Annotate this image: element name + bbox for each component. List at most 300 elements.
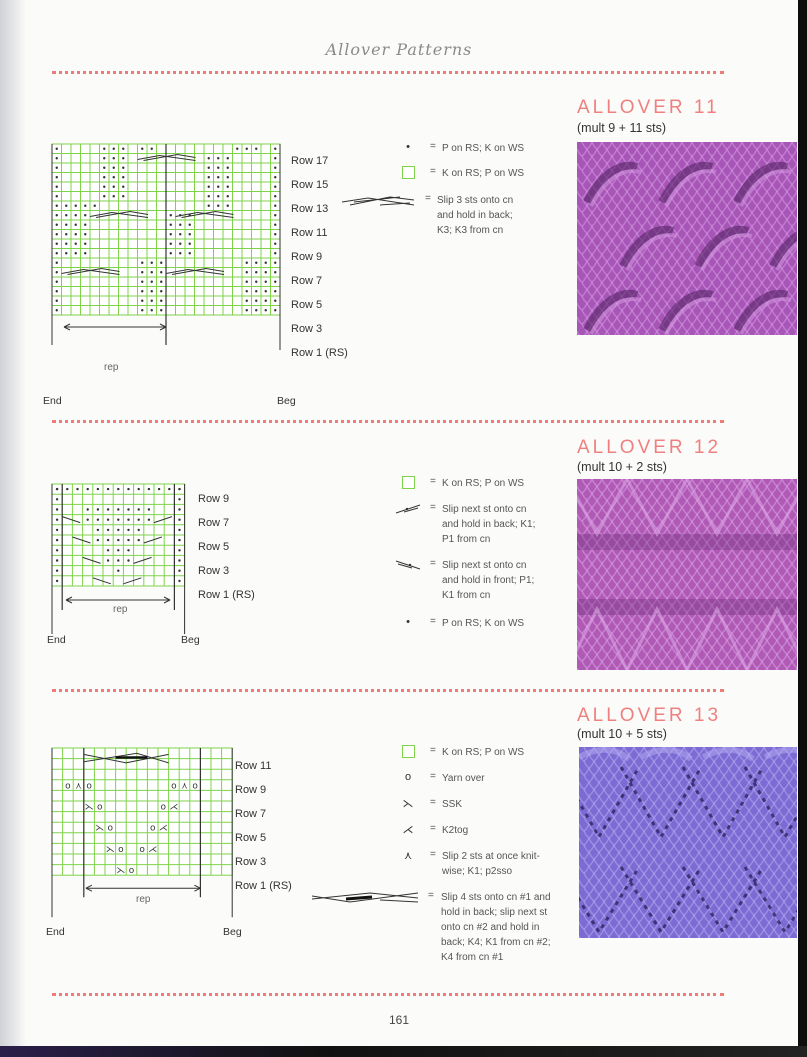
yarn-over-symbol: o (96, 802, 103, 813)
purl-dot (97, 519, 99, 521)
purl-dot (56, 195, 58, 197)
pattern-multiple-allover-12: (mult 10 + 2 sts) (577, 460, 667, 474)
purl-dot (117, 488, 119, 490)
purl-dot (113, 148, 115, 150)
purl-dot (56, 224, 58, 226)
purl-dot (274, 309, 276, 311)
purl-dot (127, 488, 129, 490)
row-label: Row 1 (RS) (235, 880, 292, 892)
yarn-over-symbol: o (171, 781, 177, 792)
purl-dot (160, 281, 162, 283)
pattern-title-allover-13: ALLOVER 13 (577, 705, 722, 726)
purl-dot (56, 176, 58, 178)
purl-dot (56, 271, 58, 273)
purl-dot (127, 519, 129, 521)
purl-dot (265, 309, 267, 311)
purl-dot (227, 195, 229, 197)
legend-text: Slip 4 sts onto cn #1 and hold in back; slip next st onto cn #2 and hold in back; K4; K1 from cn #2; K4 from cn #1 (441, 892, 551, 963)
yarn-over-symbol: o (118, 844, 124, 855)
purl-dot (103, 176, 105, 178)
purl-dot (117, 539, 119, 541)
double-decrease-symbol: ⋏ (75, 781, 82, 792)
yarn-over-symbol: o (149, 823, 156, 834)
beg-label: Beg (277, 395, 296, 407)
purl-dot (189, 233, 191, 235)
purl-dot (127, 549, 129, 551)
purl-dot (56, 488, 58, 490)
legend-text: Slip 2 sts at once knit- wise; K1; p2sso (442, 851, 540, 877)
purl-band-texture (577, 534, 797, 550)
purl-dot (274, 252, 276, 254)
pattern-title-allover-12: ALLOVER 12 (577, 437, 722, 458)
purl-dot (178, 559, 180, 561)
purl-dot (170, 252, 172, 254)
purl-dot (178, 488, 180, 490)
purl-dot (255, 290, 257, 292)
row-label: Row 1 (RS) (198, 589, 255, 601)
purl-dot (178, 539, 180, 541)
yarn-over-symbol: o (128, 866, 135, 877)
section-divider-1 (52, 420, 724, 423)
purl-dot (56, 148, 58, 150)
purl-dot (274, 281, 276, 283)
purl-dot (160, 309, 162, 311)
yarn-over-symbol: o (192, 781, 198, 792)
row-label: Row 9 (198, 493, 230, 505)
pattern-multiple-allover-11: (mult 9 + 11 sts) (577, 121, 667, 135)
purl-dot (274, 300, 276, 302)
purl-dot (246, 271, 248, 273)
purl-dot (75, 224, 77, 226)
green-square-icon (390, 476, 426, 490)
yarn-over-icon: o (404, 771, 412, 783)
purl-dot (160, 290, 162, 292)
purl-dot (274, 205, 276, 207)
purl-dot (84, 205, 86, 207)
knit-swatch-photo-allover-11 (577, 142, 797, 335)
purl-dot (255, 271, 257, 273)
purl-dot (255, 281, 257, 283)
green-square-icon (390, 745, 426, 759)
pattern-title-allover-11: ALLOVER 11 (577, 97, 720, 118)
purl-dot (56, 529, 58, 531)
purl-dot (168, 488, 170, 490)
purl-dot (117, 549, 119, 551)
purl-dot (255, 148, 257, 150)
legend-text: Slip 3 sts onto cn and hold in back; K3; K3 from cn (437, 195, 514, 236)
row-label: Row 13 (291, 203, 329, 215)
row-label: Row 5 (291, 299, 323, 311)
purl-dot (75, 214, 77, 216)
purl-dot (178, 570, 180, 572)
purl-dot (138, 529, 140, 531)
green-square-icon (390, 166, 426, 180)
legend-item: = K on RS; P on WS (390, 166, 560, 182)
purl-dot (75, 243, 77, 245)
end-label: End (47, 634, 66, 646)
page-header-title: Allover Patterns (325, 40, 473, 59)
purl-dot (84, 243, 86, 245)
purl-dot (113, 157, 115, 159)
purl-dot (65, 214, 67, 216)
purl-dot (56, 167, 58, 169)
purl-dot (265, 300, 267, 302)
purl-dot (56, 549, 58, 551)
legend-text: K on RS; P on WS (442, 478, 525, 489)
purl-dot (56, 570, 58, 572)
purl-dot (178, 549, 180, 551)
purl-dot (103, 167, 105, 169)
legend-item: o = Yarn over (390, 771, 560, 787)
purl-dot (87, 519, 89, 521)
purl-dot (113, 176, 115, 178)
purl-dot (65, 252, 67, 254)
row-label: Row 7 (235, 808, 267, 820)
row-label: Row 7 (198, 517, 230, 529)
purl-dot (265, 281, 267, 283)
ssk-symbol: ⋋ (105, 844, 115, 855)
purl-dot (84, 252, 86, 254)
row-label: Row 9 (291, 251, 323, 263)
purl-dot (246, 309, 248, 311)
purl-dot (246, 148, 248, 150)
purl-dot (189, 243, 191, 245)
purl-dot (274, 176, 276, 178)
k2tog-icon: ⋌ (402, 824, 414, 836)
purl-dot (148, 508, 150, 510)
legend-text: P on RS; K on WS (442, 618, 525, 629)
purl-dot (217, 205, 219, 207)
row-label: Row 3 (235, 856, 267, 868)
purl-dot (138, 508, 140, 510)
legend-text: K on RS; P on WS (442, 747, 525, 758)
ssk-symbol: ⋋ (116, 866, 126, 877)
purl-dot (56, 559, 58, 561)
dot-symbol-icon: • (406, 616, 410, 628)
purl-dot (122, 148, 124, 150)
k2tog-symbol: ⋌ (158, 823, 168, 834)
purl-dot (208, 157, 210, 159)
purl-dot (160, 271, 162, 273)
row-label: Row 3 (198, 565, 230, 577)
purl-dot (227, 157, 229, 159)
pattern-multiple-allover-13: (mult 10 + 5 sts) (577, 727, 667, 741)
purl-dot (84, 214, 86, 216)
purl-dot (113, 195, 115, 197)
purl-dot (107, 539, 109, 541)
purl-dot (255, 309, 257, 311)
legend-text: K on RS; P on WS (442, 168, 525, 179)
purl-dot (274, 157, 276, 159)
left-twist-icon (390, 558, 426, 572)
purl-dot (148, 519, 150, 521)
legend-item: = Slip 4 sts onto cn #1 and hold in back; slip next st onto cn #2 and hold in back; K4; K1 from cn #2; K4 from cn #1 (310, 890, 570, 970)
purl-dot (138, 488, 140, 490)
purl-dot (122, 186, 124, 188)
yarn-over-symbol: o (139, 844, 145, 855)
purl-dot (246, 300, 248, 302)
purl-dot (87, 488, 89, 490)
purl-dot (141, 290, 143, 292)
legend-item: ⋋ = SSK (390, 797, 560, 813)
purl-dot (274, 243, 276, 245)
purl-dot (122, 167, 124, 169)
row-label: Row 3 (291, 323, 323, 335)
purl-dot (160, 300, 162, 302)
purl-dot (227, 176, 229, 178)
purl-dot (75, 233, 77, 235)
purl-dot (208, 176, 210, 178)
purl-dot (236, 148, 238, 150)
rep-label: rep (136, 894, 151, 905)
k2tog-symbol: ⋌ (148, 844, 158, 855)
ssk-icon: ⋋ (402, 798, 414, 810)
purl-dot (148, 488, 150, 490)
purl-dot (117, 570, 119, 572)
row-label: Row 15 (291, 179, 329, 191)
purl-dot (56, 508, 58, 510)
right-twist-icon (390, 502, 426, 516)
purl-dot (56, 519, 58, 521)
end-label: End (46, 926, 65, 938)
chart-allover-12 (52, 484, 202, 644)
row-label: Row 17 (291, 155, 329, 167)
purl-dot (178, 508, 180, 510)
purl-dot (87, 508, 89, 510)
purl-dot (56, 252, 58, 254)
purl-dot (127, 508, 129, 510)
purl-dot (75, 252, 77, 254)
purl-dot (274, 262, 276, 264)
book-spine-shadow (0, 0, 26, 1046)
purl-dot (274, 148, 276, 150)
row-label: Row 11 (235, 760, 272, 772)
purl-dot (103, 186, 105, 188)
purl-dot (217, 157, 219, 159)
purl-dot (274, 271, 276, 273)
purl-dot (189, 252, 191, 254)
purl-dot (97, 529, 99, 531)
purl-dot (103, 195, 105, 197)
purl-dot (227, 205, 229, 207)
purl-dot (255, 262, 257, 264)
purl-dot (107, 559, 109, 561)
purl-dot (65, 205, 67, 207)
purl-dot (122, 176, 124, 178)
purl-dot (179, 233, 181, 235)
purl-dot (208, 186, 210, 188)
purl-dot (178, 519, 180, 521)
purl-dot (179, 252, 181, 254)
purl-dot (117, 529, 119, 531)
purl-dot (113, 167, 115, 169)
purl-dot (141, 300, 143, 302)
purl-dot (107, 519, 109, 521)
purl-dot (274, 167, 276, 169)
purl-dot (117, 519, 119, 521)
purl-dot (56, 290, 58, 292)
purl-dot (151, 290, 153, 292)
legend-text: Yarn over (442, 773, 485, 784)
yarn-over-symbol: o (65, 781, 71, 792)
purl-dot (97, 539, 99, 541)
purl-dot (56, 243, 58, 245)
purl-dot (107, 508, 109, 510)
double-decrease-symbol: ⋏ (181, 781, 188, 792)
purl-dot (56, 580, 58, 582)
purl-dot (65, 224, 67, 226)
purl-dot (274, 233, 276, 235)
row-label: Row 7 (291, 275, 323, 287)
rep-label: rep (113, 604, 128, 615)
purl-dot (122, 195, 124, 197)
purl-dot (103, 157, 105, 159)
purl-dot (255, 300, 257, 302)
row-label: Row 5 (235, 832, 267, 844)
legend-text: Slip next st onto cn and hold in back; K1; P1 from cn (442, 504, 536, 545)
purl-dot (141, 262, 143, 264)
purl-dot (170, 233, 172, 235)
header-divider (52, 71, 724, 74)
purl-dot (151, 281, 153, 283)
row-label: Row 11 (291, 227, 328, 239)
purl-dot (170, 224, 172, 226)
legend-text: Slip next st onto cn and hold in front; P1; K1 from cn (442, 560, 535, 601)
beg-label: Beg (181, 634, 200, 646)
yarn-over-symbol: o (160, 802, 167, 813)
purl-dot (227, 186, 229, 188)
purl-dot (178, 529, 180, 531)
purl-dot (274, 290, 276, 292)
purl-dot (117, 508, 119, 510)
purl-dot (217, 167, 219, 169)
knit-swatch-photo-allover-13 (579, 747, 797, 938)
purl-dot (76, 488, 78, 490)
rep-label: rep (104, 362, 119, 373)
ssk-symbol: ⋋ (84, 802, 94, 813)
purl-dot (141, 281, 143, 283)
legend-text: K2tog (442, 825, 469, 836)
legend-item: • = P on RS; K on WS (390, 141, 560, 157)
purl-dot (56, 309, 58, 311)
purl-dot (208, 205, 210, 207)
legend-item: ⋌ = K2tog (390, 823, 560, 839)
dot-symbol-icon: • (406, 141, 410, 153)
purl-dot (107, 549, 109, 551)
purl-dot (56, 233, 58, 235)
legend-item: = Slip next st onto cn and hold in front; P1; K1 from cn (390, 558, 560, 606)
purl-dot (75, 205, 77, 207)
purl-dot (56, 186, 58, 188)
purl-dot (217, 195, 219, 197)
chart-allover-11 (52, 144, 292, 404)
purl-dot (56, 157, 58, 159)
purl-dot (127, 559, 129, 561)
purl-dot (151, 262, 153, 264)
purl-dot (274, 186, 276, 188)
legend-item: = K on RS; P on WS (390, 476, 560, 492)
purl-dot (246, 281, 248, 283)
purl-dot (274, 195, 276, 197)
legend-item: = K on RS; P on WS (390, 745, 560, 761)
purl-dot (127, 529, 129, 531)
page-bottom-edge (0, 1046, 807, 1057)
double-decrease-icon: ⋏ (403, 850, 413, 862)
yarn-over-symbol: o (107, 823, 114, 834)
purl-dot (56, 539, 58, 541)
footer-divider (52, 993, 724, 996)
purl-dot (265, 271, 267, 273)
purl-dot (97, 488, 99, 490)
purl-dot (107, 529, 109, 531)
legend-item: = Slip next st onto cn and hold in back; K1; P1 from cn (390, 502, 560, 550)
purl-dot (84, 224, 86, 226)
purl-dot (217, 176, 219, 178)
purl-dot (65, 243, 67, 245)
legend-text: P on RS; K on WS (442, 143, 525, 154)
purl-dot (265, 290, 267, 292)
purl-dot (56, 281, 58, 283)
knit-swatch-photo-allover-12 (577, 479, 797, 670)
yarn-over-symbol: o (86, 781, 92, 792)
purl-dot (141, 148, 143, 150)
purl-dot (84, 233, 86, 235)
legend-item: ⋏ = Slip 2 sts at once knit- wise; K1; p2sso (390, 849, 560, 881)
purl-dot (178, 580, 180, 582)
ssk-symbol: ⋋ (95, 823, 105, 834)
purl-dot (179, 243, 181, 245)
row-label: Row 5 (198, 541, 230, 553)
purl-dot (217, 186, 219, 188)
purl-dot (56, 300, 58, 302)
section-divider-2 (52, 689, 724, 692)
purl-dot (170, 243, 172, 245)
purl-dot (56, 205, 58, 207)
purl-dot (94, 205, 96, 207)
purl-dot (56, 214, 58, 216)
purl-dot (208, 167, 210, 169)
beg-label: Beg (223, 926, 242, 938)
purl-dot (138, 519, 140, 521)
purl-band-texture (577, 599, 797, 615)
purl-dot (97, 508, 99, 510)
purl-dot (141, 271, 143, 273)
purl-dot (117, 559, 119, 561)
purl-dot (151, 309, 153, 311)
purl-dot (127, 539, 129, 541)
legend-text: SSK (442, 799, 463, 810)
purl-dot (189, 224, 191, 226)
purl-dot (138, 539, 140, 541)
purl-dot (274, 224, 276, 226)
purl-dot (246, 290, 248, 292)
purl-dot (208, 195, 210, 197)
purl-dot (113, 186, 115, 188)
purl-dot (274, 214, 276, 216)
page-number: 161 (388, 1013, 410, 1027)
row-label: Row 1 (RS) (291, 347, 348, 359)
purl-dot (246, 262, 248, 264)
purl-dot (151, 300, 153, 302)
purl-dot (56, 262, 58, 264)
purl-dot (227, 167, 229, 169)
cable-3-3-back-icon (340, 193, 420, 207)
purl-dot (66, 488, 68, 490)
purl-dot (107, 488, 109, 490)
purl-dot (265, 262, 267, 264)
purl-dot (122, 157, 124, 159)
purl-dot (158, 488, 160, 490)
